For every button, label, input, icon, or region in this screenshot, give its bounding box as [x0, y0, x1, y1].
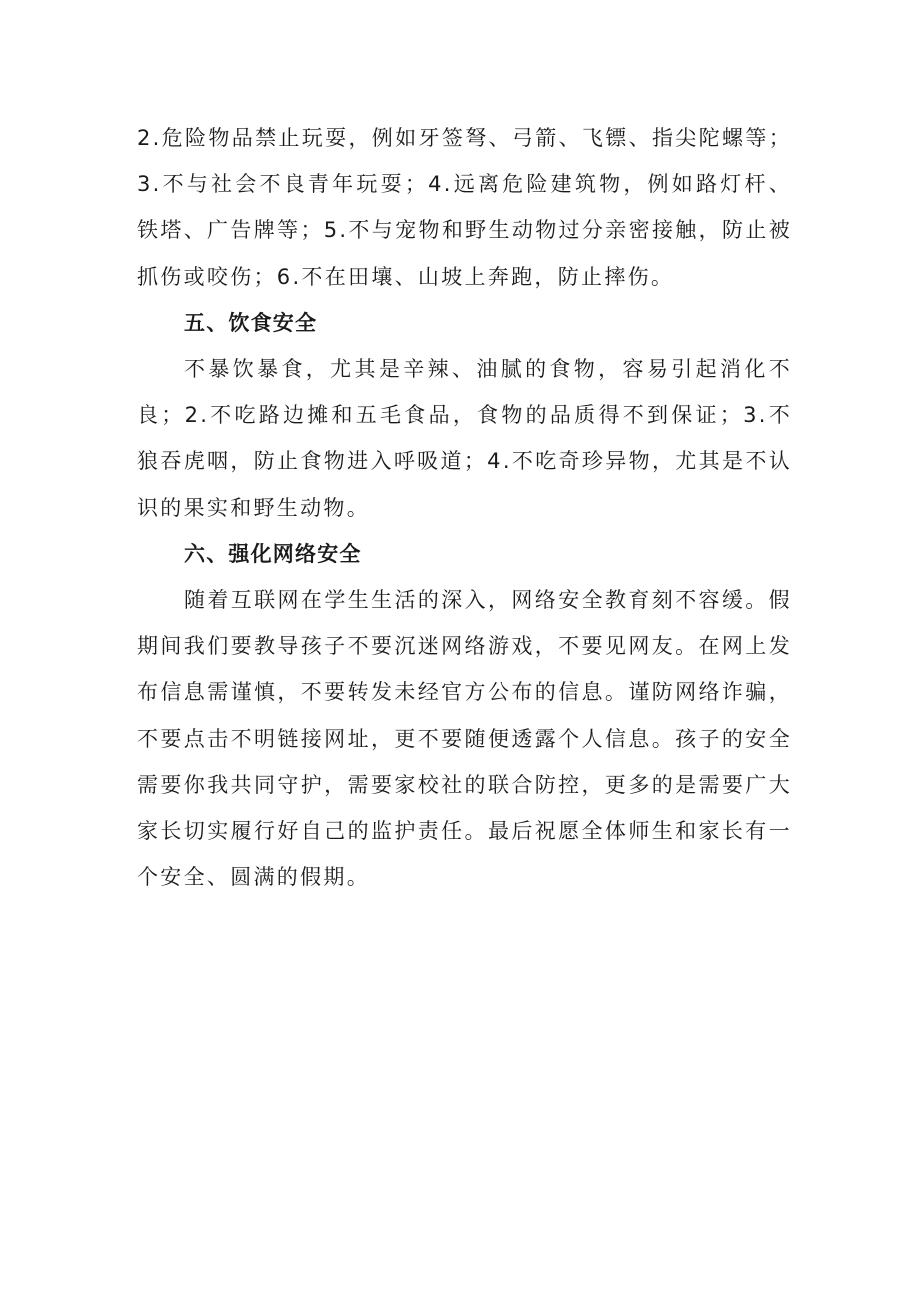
section-heading-diet-safety: 五、饮食安全 [184, 310, 318, 335]
safety-rules-paragraph: 2.危险物品禁止玩耍，例如牙签弩、弓箭、飞镖、指尖陀螺等；3.不与社会不良青年玩耍；4.远离危险建筑物，例如路灯杆、铁塔、广告牌等；5.不与宠物和野生动物过分亲密接触，防止被抓伤或咬伤；6.不在田壤、山坡上奔跑，防止摔伤。 [137, 126, 792, 289]
diet-safety-paragraph: 不暴饮暴食，尤其是辛辣、油腻的食物，容易引起消化不良；2.不吃路边摊和五毛食品，食物的品质得不到保证；3.不狼吞虎咽，防止食物进入呼吸道；4.不吃奇珍异物，尤其是不认识的果实和野生动物。 [137, 357, 792, 520]
document-body [137, 115, 792, 900]
section-heading-network-safety: 六、强化网络安全 [184, 541, 362, 566]
network-safety-paragraph: 随着互联网在学生生活的深入，网络安全教育刻不容缓。假期间我们要教导孩子不要沉迷网络游戏，不要见网友。在网上发布信息需谨慎，不要转发未经官方公布的信息。谨防网络诈骗，不要点击不明链接网址，更不要随便透露个人信息。孩子的安全需要你我共同守护，需要家校社的联合防控，更多的是需要广大家长切实履行好自己的监护责任。最后祝愿全体师生和家长有一个安全、圆满的假期。 [137, 588, 792, 890]
